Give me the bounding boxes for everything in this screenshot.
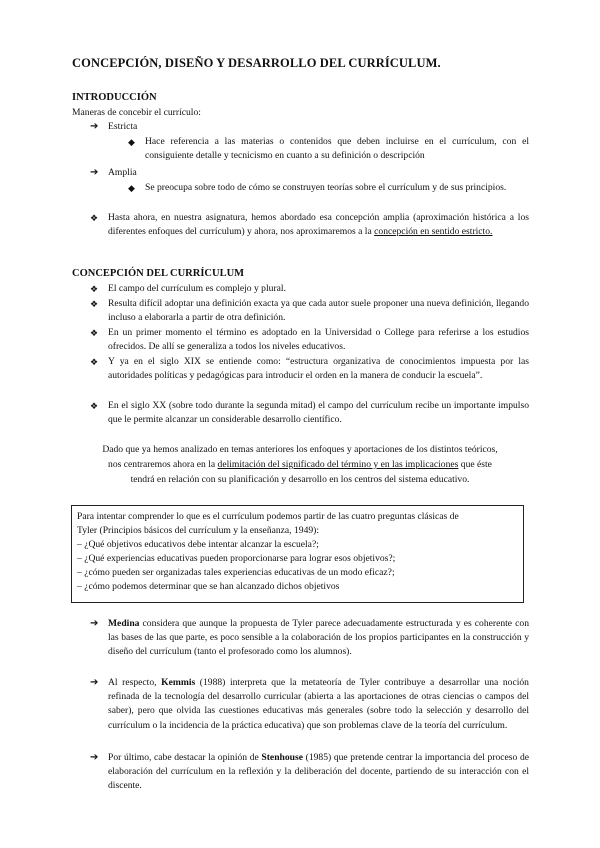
dado-line-1: Dado que ya hemos analizado en temas anteriores los enfoques y aportaciones de los distintos teóricos, (102, 444, 498, 455)
estricta-description: Hace referencia a las materias o contenidos que deben incluirse en el currículum, con el consiguiente detalle y tecnicismo en cuanto a su definición o descripción (145, 136, 529, 162)
kemmis-text: (1988) interpreta que la metateoría de Tyler contribuye a desarrollar una noción refinada de la tecnología del desarrollo curricular (abierta a las aportaciones de otras ciencias o campos del saber), pero que olvida las cuestiones educativas más generales (sobre todo la selección y desarrollo del currículum o la incidencia de la práctica educativa) que son problemas clave de la teoría del currículum. (108, 677, 529, 731)
stenhouse-name: Stenhouse (261, 752, 303, 763)
box-line: – ¿Qué experiencias educativas pueden proporcionarse para lograr esos objetivos?; (77, 553, 396, 564)
box-line: – ¿Qué objetivos educativos debe intentar alcanzar la escuela?; (77, 539, 319, 550)
kemmis-paragraph (108, 676, 529, 733)
concepcion-item: Y ya en el siglo XIX se entiende como: “estructura organizativa de conocimientos impuesta por las autoridades políticas y pedagógicas para introducir el orden en la manera de conducir la escuela”. (108, 356, 529, 382)
stenhouse-text: (1985) que pretende centrar la importancia del proceso de elaboración del currículum en la reflexión y la deliberación del docente, partiendo de su interacción con el discente. (108, 752, 529, 792)
dado-line-3: tendrá en relación con su planificación y desarrollo en los centros del sistema educativo. (130, 474, 470, 485)
arrow-bullet-icon: ➔ (90, 121, 99, 132)
intro-hasta-underlined: concepción en sentido estricto. (374, 226, 493, 238)
concepcion-item: Resulta difícil adoptar una definición exacta ya que cada autor suele proponer una nueva definición, llegando incluso a elaborarla a partir de otra definición. (108, 298, 529, 324)
concepcion-item: El campo del currículum es complejo y plural. (108, 283, 286, 294)
intro-hasta-text: Hasta ahora, en nuestra asignatura, hemos abordado esa concepción amplia (aproximación histórica a los diferentes enfoques del currículum) y ahora, nos aproximaremos a la (108, 212, 529, 238)
arrow-bullet-icon: ➔ (90, 618, 99, 629)
box-line: Para intentar comprender lo que es el currículum podemos partir de las cuatro preguntas clásicas de (77, 511, 459, 522)
amplia-label: Amplia (108, 167, 137, 178)
stenhouse-pre: Por último, cabe destacar la opinión de (108, 752, 262, 763)
concepcion-heading: CONCEPCIÓN DEL CURRÍCULUM (72, 268, 245, 279)
diamond-bullet-icon: ◆ (128, 137, 135, 147)
medina-name: Medina (108, 618, 140, 629)
stenhouse-paragraph (108, 751, 529, 794)
arrow-bullet-icon: ➔ (90, 752, 99, 763)
star-bullet-icon: ❖ (90, 284, 99, 294)
concepcion-item: En el siglo XX (sobre todo durante la segunda mitad) el campo del currículum recibe un importante impulso que le permite alcanzar un considerable desarrollo científico. (108, 400, 529, 426)
box-line: – ¿cómo pueden ser organizadas tales experiencias educativas de un modo eficaz?; (77, 567, 395, 578)
estricta-label: Estricta (108, 121, 138, 132)
medina-text: considera que aunque la propuesta de Tyler parece adecuadamente estructurada y es coherente con las bases de las que parte, es poco sensible a la colaboración de los propios participantes en la construcción y diseño del currículum (tanto el profesorado como los alumnos). (108, 618, 529, 658)
intro-hasta-paragraph (108, 211, 529, 239)
box-line: – ¿cómo podemos determinar que se han alcanzado dichos objetivos (77, 581, 340, 592)
document-title: CONCEPCIÓN, DISEÑO Y DESARROLLO DEL CURRÍCULUM. (72, 56, 441, 70)
star-bullet-icon: ❖ (90, 213, 99, 223)
medina-paragraph (108, 617, 529, 660)
star-bullet-icon: ❖ (90, 357, 99, 367)
kemmis-name: Kemmis (161, 677, 196, 688)
box-line: Tyler (Principios básicos del currículum y la enseñanza, 1949): (77, 525, 320, 536)
dado-line-2-text: nos centraremos ahora en la (108, 459, 218, 470)
diamond-bullet-icon: ◆ (128, 183, 135, 193)
arrow-bullet-icon: ➔ (90, 167, 99, 178)
amplia-description: Se preocupa sobre todo de cómo se construyen teorías sobre el currículum y de sus principios. (145, 182, 507, 193)
dado-line-2-underlined: delimitación del significado del término y en las implicaciones (217, 459, 459, 470)
tyler-questions-box (71, 505, 524, 603)
concepcion-item: En un primer momento el término es adoptado en la Universidad o College para referirse a los estudios ofrecidos. De allí se generaliza a todos los niveles educativos. (108, 327, 529, 353)
star-bullet-icon: ❖ (90, 401, 99, 411)
intro-lead: Maneras de concebir el currículo: (72, 107, 201, 118)
star-bullet-icon: ❖ (90, 328, 99, 338)
star-bullet-icon: ❖ (90, 299, 99, 309)
arrow-bullet-icon: ➔ (90, 677, 99, 688)
dado-line-2 (60, 458, 540, 472)
kemmis-pre: Al respecto, (108, 677, 162, 688)
dado-line-2-tail: que éste (458, 459, 492, 470)
intro-heading: INTRODUCCIÓN (72, 92, 157, 103)
